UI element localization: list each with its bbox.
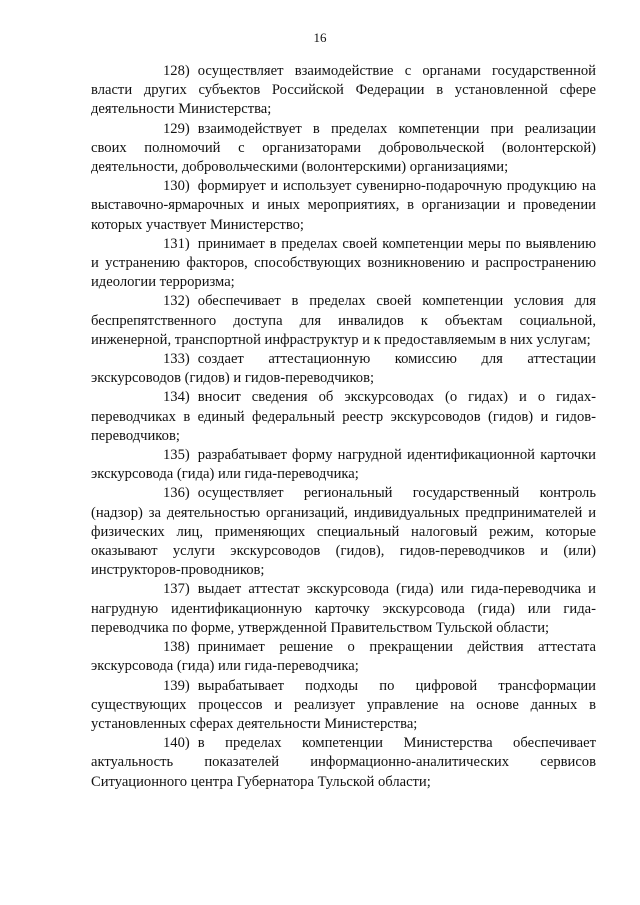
page-number: 16 (313, 30, 327, 45)
list-item (91, 580, 596, 638)
item-text: принимает в пределах своей компетенции меры по выявлению и устранению факторов, способствующих возникновению и распространению идеологии терроризма; (91, 235, 596, 291)
item-number: 131) (163, 235, 190, 252)
list-item (91, 388, 596, 446)
item-number: 139) (163, 677, 190, 694)
list-item (91, 235, 596, 293)
item-text: создает аттестационную комиссию для аттестации экскурсоводов (гидов) и гидов-переводчиков; (91, 351, 596, 387)
item-text: принимает решение о прекращении действия аттестата экскурсовода (гида) или гида-переводчика; (91, 639, 596, 675)
document-body (91, 62, 596, 792)
list-item (91, 120, 596, 178)
item-number: 133) (163, 351, 190, 368)
item-number: 135) (163, 447, 190, 464)
item-text: вносит сведения об экскурсоводах (о гидах) и о гидах-переводчиках в единый федеральный реестр экскурсоводов (гидов) и гидов-переводчиков; (91, 389, 596, 444)
list-item (91, 446, 596, 484)
item-text: обеспечивает в пределах своей компетенции условия для беспрепятственного доступа для инвалидов к объектам социальной, инженерной, транспортной инфраструктур и к предоставляемым в них услугам; (91, 293, 596, 348)
item-text: формирует и использует сувенирно-подарочную продукцию на выставочно-ярмарочных и иных мероприятиях, в организации и проведении которых участвует Министерство; (91, 178, 596, 233)
item-text: вырабатывает подходы по цифровой трансформации существующих процессов и реализует управление на основе данных в установленных сферах деятельности Министерства; (91, 677, 596, 732)
list-item (91, 62, 596, 120)
item-text: выдает аттестат экскурсовода (гида) или гида-переводчика и нагрудную идентификационную карточку экскурсовода (гида) или гида-переводчика по форме, утвержденной Правительством Тульской области; (91, 581, 596, 636)
item-text: взаимодействует в пределах компетенции при реализации своих полномочий с организаторами добровольческой (волонтерской) деятельности, добровольческими (волонтерскими) организациями; (91, 120, 596, 176)
item-number: 129) (163, 120, 190, 137)
item-text: осуществляет взаимодействие с органами государственной власти других субъектов Российской Федерации в установленной сфере деятельности Министерства; (91, 63, 596, 118)
item-number: 136) (163, 485, 190, 502)
item-number: 132) (163, 293, 190, 310)
item-number: 130) (163, 178, 190, 195)
list-item (91, 677, 596, 735)
item-text: разрабатывает форму нагрудной идентификационной карточки экскурсовода (гида) или гида-переводчика; (91, 447, 596, 483)
list-item (91, 350, 596, 388)
item-number: 137) (163, 581, 190, 598)
list-item (91, 638, 596, 676)
list-item (91, 292, 596, 350)
list-item (91, 484, 596, 580)
list-item (91, 734, 596, 792)
item-number: 128) (163, 63, 190, 79)
item-number: 134) (163, 389, 190, 406)
item-number: 138) (163, 639, 190, 656)
item-number: 140) (163, 735, 190, 752)
item-text: в пределах компетенции Министерства обеспечивает актуальность показателей информационно-аналитических сервисов Ситуационного центра Губернатора Тульской области; (91, 735, 596, 790)
item-text: осуществляет региональный государственный контроль (надзор) за деятельностью организаций, индивидуальных предпринимателей и физических лиц, применяющих специальный налоговый режим, которые оказывают услуги экскурсоводов (гидов), гидов-переводчиков и (или) инструкторов-проводников; (91, 485, 596, 579)
list-item (91, 177, 596, 235)
